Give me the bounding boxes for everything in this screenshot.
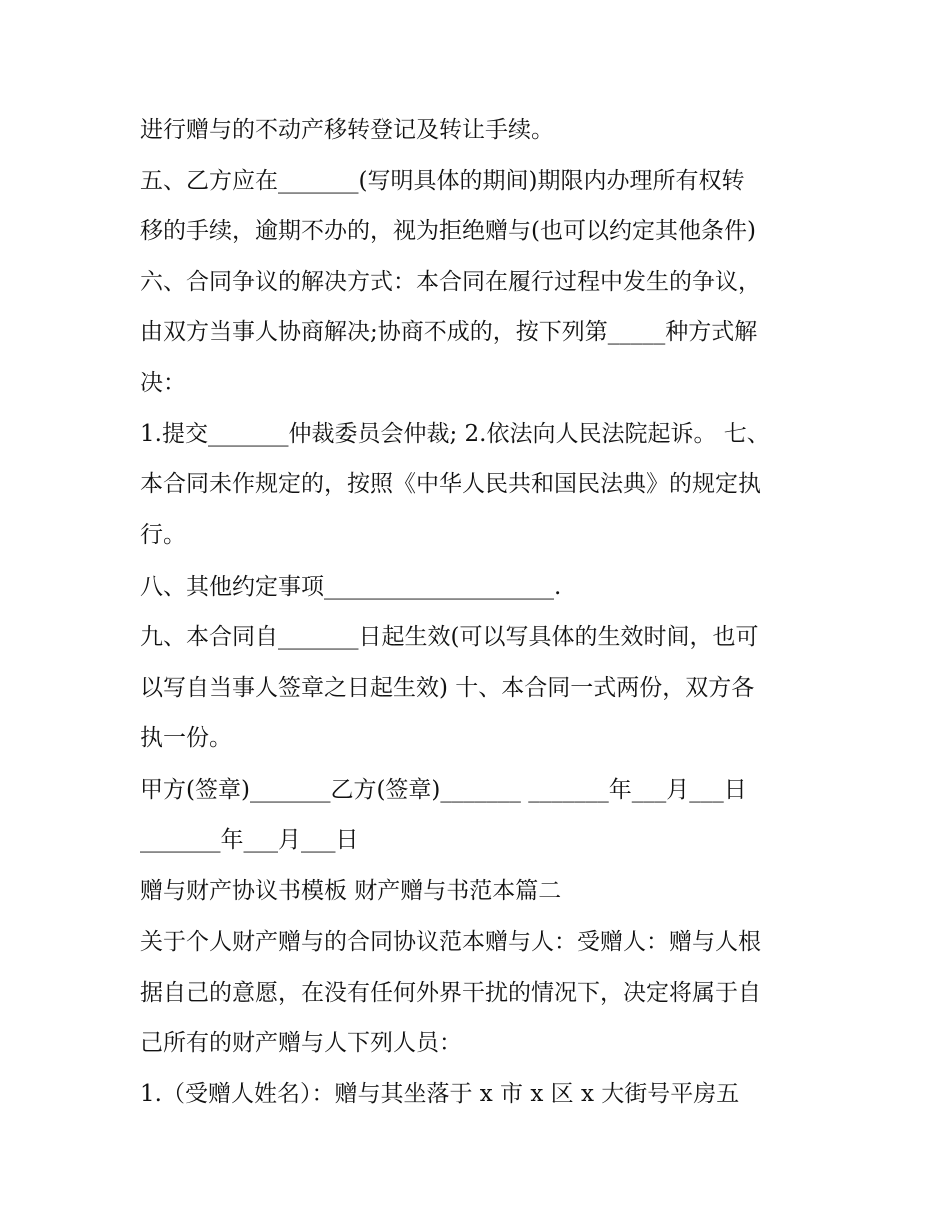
text-line: 进行赠与的不动产移转登记及转让手续。 — [140, 117, 554, 143]
text-line: 九、本合同自_______日起生效(可以写具体的生效时间，也可 — [140, 624, 759, 650]
text-line: 六、合同争议的解决方式：本合同在履行过程中发生的争议， — [140, 269, 761, 295]
text-line: 1.提交_______仲裁委员会仲裁; 2.依法向人民法院起诉。 七、 — [140, 421, 770, 447]
text-line: 以写自当事人签章之日起生效) 十、本合同一式两份，双方各 — [140, 675, 755, 701]
text-line: 执一份。 — [140, 725, 232, 751]
section-title: 赠与财产协议书模板 财产赠与书范本篇二 — [140, 878, 562, 904]
text-line: 本合同未作规定的，按照《中华人民共和国民法典》的规定执 — [140, 471, 761, 497]
text-line: 关于个人财产赠与的合同协议范本赠与人：受赠人：赠与人根 — [140, 929, 761, 955]
text-line: 决： — [140, 370, 186, 396]
text-line: 八、其他约定事项____________________. — [140, 574, 562, 600]
text-line: 己所有的财产赠与人下列人员： — [140, 1030, 462, 1056]
text-line: 由双方当事人协商解决;协商不成的，按下列第_____种方式解 — [140, 319, 758, 345]
signature-line: 甲方(签章)_______乙方(签章)_______ _______年___月___日 — [140, 777, 747, 803]
text-line: 1.（受赠人姓名）：赠与其坐落于 x 市 x 区 x 大街号平房五 — [140, 1081, 740, 1107]
date-line: _______年___月___日 — [140, 827, 359, 853]
text-line: 五、乙方应在_______(写明具体的期间)期限内办理所有权转 — [140, 168, 745, 194]
text-line: 据自己的意愿，在没有任何外界干扰的情况下，决定将属于自 — [140, 980, 761, 1006]
text-line: 行。 — [140, 522, 186, 548]
text-line: 移的手续，逾期不办的，视为拒绝赠与(也可以约定其他条件) — [140, 218, 756, 244]
